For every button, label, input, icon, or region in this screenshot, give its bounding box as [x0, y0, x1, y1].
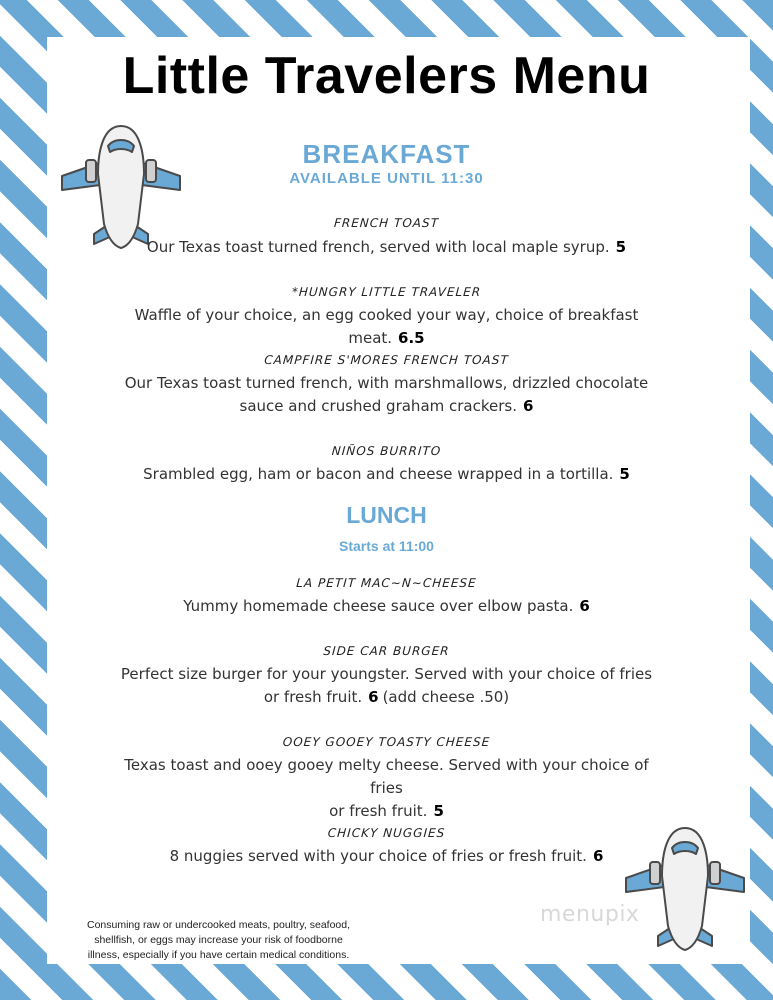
item-description: Waffle of your choice, an egg cooked your way, choice of breakfast meat. 6.5 — [134, 306, 639, 347]
item-description: Our Texas toast turned french, with marshmallows, drizzled chocolate sauce and crushed graham crackers. 6 — [124, 374, 649, 415]
item-description: Texas toast and ooey gooey melty cheese. Served with your choice of fries or fresh fruit. 5 — [124, 756, 649, 820]
item-name: SIDE CAR BURGER — [322, 644, 451, 658]
food-safety-disclaimer: Consuming raw or undercooked meats, poultry, seafood, shellfish, or eggs may increase your risk of foodborne illness, especially if you have certain medical conditions. — [86, 919, 351, 961]
item-name: NIÑOS BURRITO — [331, 444, 442, 458]
item-name: OOEY GOOEY TOASTY CHEESE — [282, 735, 491, 749]
item-price: 5 — [619, 465, 630, 483]
item-description: Srambled egg, ham or bacon and cheese wrapped in a tortilla. 5 — [143, 465, 630, 483]
menu-title: Little Travelers Menu — [122, 47, 651, 105]
item-price: 6 — [523, 397, 534, 415]
item-description: Perfect size burger for your youngster. Served with your choice of fries or fresh fruit. 6 (add cheese .50) — [120, 665, 653, 706]
item-name: FRENCH TOAST — [333, 216, 440, 230]
item-price: 5 — [615, 238, 627, 256]
item-description: Our Texas toast turned french, served with local maple syrup. 5 — [146, 238, 627, 256]
item-name: CAMPFIRE S'MORES FRENCH TOAST — [263, 353, 510, 367]
item-description: Yummy homemade cheese sauce over elbow pasta. 6 — [183, 597, 590, 615]
item-price: 6 — [592, 847, 604, 865]
lunch-subtitle: Starts at 11:00 — [339, 538, 434, 554]
item-description: 8 nuggies served with your choice of fries or fresh fruit. 6 — [169, 847, 604, 865]
item-price: 5 — [433, 802, 444, 820]
breakfast-subtitle: AVAILABLE UNTIL 11:30 — [289, 170, 484, 187]
breakfast-title: BREAKFAST — [302, 139, 471, 169]
item-price: 6 — [368, 688, 379, 706]
item-name: *HUNGRY LITTLE TRAVELER — [291, 285, 482, 299]
item-name: LA PETIT MAC~N~CHEESE — [295, 576, 478, 590]
lunch-title: LUNCH — [346, 502, 427, 528]
item-price: 6.5 — [398, 329, 425, 347]
watermark: menupix — [540, 902, 640, 927]
item-extra: (add cheese .50) — [382, 688, 510, 706]
item-price: 6 — [579, 597, 590, 615]
item-name: CHICKY NUGGIES — [327, 826, 446, 840]
